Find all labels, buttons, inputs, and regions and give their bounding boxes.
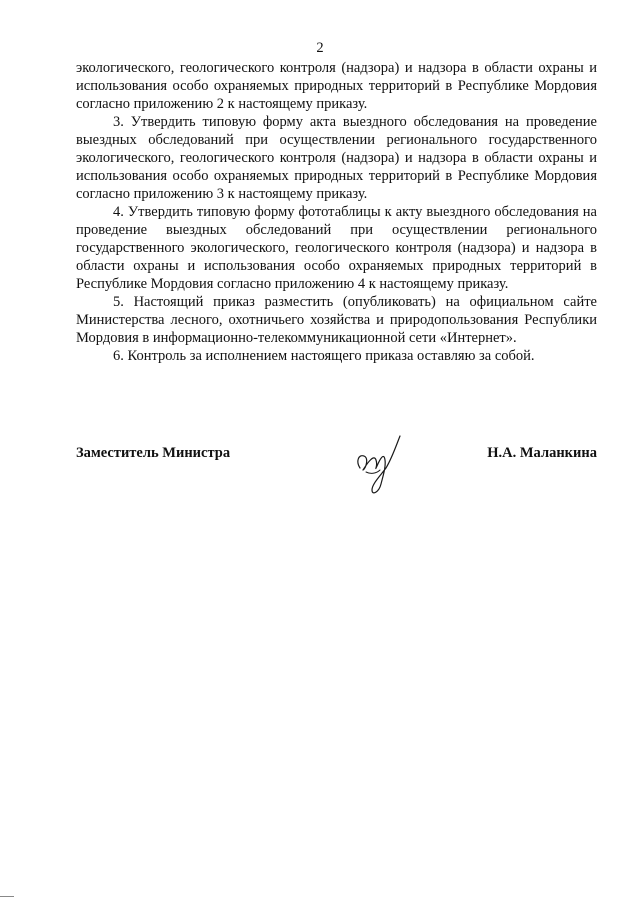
- paragraph-item-4: 4. Утвердить типовую форму фототаблицы к акту выездного обследования на проведение выездных обследований при осуществлении регионального государственного экологического, геологического контроля (надзора) и надзора в области охраны и использования особо охраняемых природных территорий в Республике Мордовия согласно приложению 4 к настоящему приказу.: [76, 204, 597, 292]
- paragraph-item-3: 3. Утвердить типовую форму акта выездного обследования на проведение выездных обследований при осуществлении регионального государственного экологического, геологического контроля (надзора) и надзора в области охраны и использования особо охраняемых природных территорий в Республике Мордовия согласно приложению 3 к настоящему приказу.: [76, 114, 597, 202]
- page-number: 2: [316, 40, 324, 56]
- handwritten-signature: [354, 432, 404, 504]
- signatory-position: Заместитель Министра: [76, 445, 231, 461]
- paragraph-item-6: 6. Контроль за исполнением настоящего приказа оставляю за собой.: [113, 348, 535, 364]
- scan-edge-mark: [0, 896, 14, 897]
- signatory-name: Н.А. Маланкина: [487, 445, 597, 461]
- order-body-text: [76, 59, 597, 365]
- signature-block: [76, 440, 597, 520]
- paragraph-item-5: 5. Настоящий приказ разместить (опубликовать) на официальном сайте Министерства лесного, охотничьего хозяйства и природопользования Республики Мордовия в информационно-телекоммуникационной сети «Интернет».: [76, 294, 597, 346]
- paragraph-continuation: экологического, геологического контроля (надзора) и надзора в области охраны и использования особо охраняемых природных территорий в Республике Мордовия согласно приложению 2 к настоящему приказу.: [76, 60, 597, 112]
